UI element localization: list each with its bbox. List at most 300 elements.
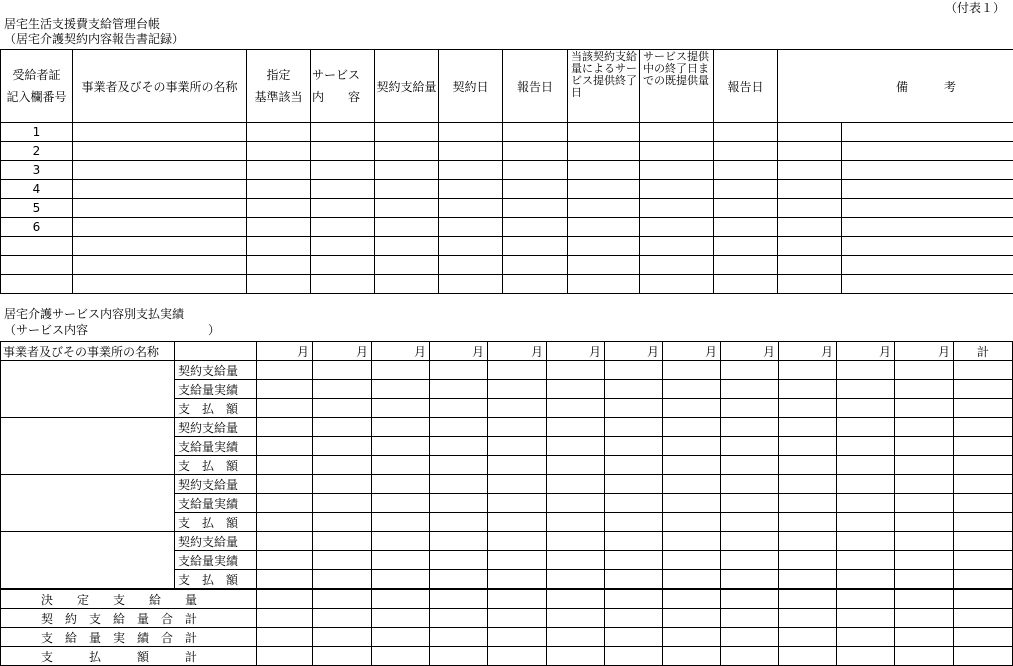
ledger-cell[interactable] <box>503 123 568 142</box>
amount-cell[interactable] <box>721 532 779 551</box>
amount-cell[interactable] <box>837 513 895 532</box>
amount-cell[interactable] <box>663 361 721 380</box>
summary-cell[interactable] <box>779 609 837 628</box>
amount-cell[interactable] <box>372 551 430 570</box>
summary-cell[interactable] <box>895 609 954 628</box>
ledger-cell[interactable] <box>311 218 375 237</box>
amount-cell[interactable] <box>605 551 663 570</box>
amount-cell[interactable] <box>721 380 779 399</box>
ledger-cell[interactable] <box>640 180 714 199</box>
ledger-cell[interactable] <box>503 237 568 256</box>
ledger-cell[interactable] <box>439 218 503 237</box>
amount-cell[interactable] <box>954 551 1013 570</box>
amount-cell[interactable] <box>430 513 488 532</box>
amount-cell[interactable] <box>663 570 721 590</box>
provider-name-cell[interactable] <box>1 532 175 590</box>
amount-cell[interactable] <box>721 418 779 437</box>
amount-cell[interactable] <box>372 475 430 494</box>
ledger-cell[interactable] <box>247 256 311 275</box>
amount-cell[interactable] <box>372 380 430 399</box>
provider-name-cell[interactable] <box>1 475 175 532</box>
ledger-cell[interactable] <box>640 275 714 294</box>
summary-cell[interactable] <box>663 589 721 609</box>
ledger-cell[interactable] <box>439 180 503 199</box>
ledger-cell[interactable] <box>247 142 311 161</box>
amount-cell[interactable] <box>605 570 663 590</box>
ledger-cell[interactable] <box>568 123 640 142</box>
amount-cell[interactable] <box>488 494 547 513</box>
amount-cell[interactable] <box>257 361 313 380</box>
amount-cell[interactable] <box>372 399 430 418</box>
amount-cell[interactable] <box>605 437 663 456</box>
ledger-cell[interactable] <box>568 237 640 256</box>
amount-cell[interactable] <box>837 380 895 399</box>
ledger-cell[interactable] <box>311 237 375 256</box>
summary-cell[interactable] <box>663 628 721 647</box>
amount-cell[interactable] <box>721 437 779 456</box>
amount-cell[interactable] <box>895 399 954 418</box>
amount-cell[interactable] <box>430 418 488 437</box>
summary-cell[interactable] <box>257 609 313 628</box>
ledger-cell[interactable] <box>778 180 842 199</box>
ledger-cell[interactable] <box>640 142 714 161</box>
ledger-cell[interactable] <box>778 237 842 256</box>
amount-cell[interactable] <box>954 456 1013 475</box>
ledger-cell[interactable] <box>375 123 439 142</box>
amount-cell[interactable] <box>721 494 779 513</box>
amount-cell[interactable] <box>837 570 895 590</box>
ledger-cell[interactable] <box>842 199 1013 218</box>
amount-cell[interactable] <box>488 456 547 475</box>
amount-cell[interactable] <box>954 380 1013 399</box>
summary-cell[interactable] <box>605 609 663 628</box>
ledger-cell[interactable] <box>503 275 568 294</box>
ledger-cell[interactable] <box>842 142 1013 161</box>
amount-cell[interactable] <box>779 551 837 570</box>
amount-cell[interactable] <box>721 361 779 380</box>
ledger-cell[interactable] <box>568 256 640 275</box>
amount-cell[interactable] <box>779 380 837 399</box>
ledger-cell[interactable] <box>842 256 1013 275</box>
amount-cell[interactable] <box>547 361 605 380</box>
amount-cell[interactable] <box>837 399 895 418</box>
ledger-cell[interactable] <box>568 180 640 199</box>
summary-cell[interactable] <box>313 589 372 609</box>
amount-cell[interactable] <box>488 437 547 456</box>
provider-name-cell[interactable] <box>1 418 175 475</box>
amount-cell[interactable] <box>895 513 954 532</box>
amount-cell[interactable] <box>257 456 313 475</box>
amount-cell[interactable] <box>663 399 721 418</box>
amount-cell[interactable] <box>779 361 837 380</box>
ledger-cell[interactable] <box>842 123 1013 142</box>
summary-cell[interactable] <box>779 628 837 647</box>
ledger-cell[interactable] <box>778 142 842 161</box>
ledger-cell[interactable] <box>778 123 842 142</box>
amount-cell[interactable] <box>257 418 313 437</box>
amount-cell[interactable] <box>954 494 1013 513</box>
ledger-cell[interactable] <box>247 123 311 142</box>
summary-cell[interactable] <box>488 609 547 628</box>
ledger-cell[interactable] <box>640 237 714 256</box>
ledger-cell[interactable] <box>73 237 247 256</box>
amount-cell[interactable] <box>547 513 605 532</box>
amount-cell[interactable] <box>430 456 488 475</box>
ledger-cell[interactable] <box>439 142 503 161</box>
amount-cell[interactable] <box>895 437 954 456</box>
amount-cell[interactable] <box>605 418 663 437</box>
summary-cell[interactable] <box>547 647 605 666</box>
amount-cell[interactable] <box>547 532 605 551</box>
summary-cell[interactable] <box>954 589 1013 609</box>
ledger-cell[interactable] <box>375 237 439 256</box>
amount-cell[interactable] <box>605 513 663 532</box>
amount-cell[interactable] <box>488 551 547 570</box>
ledger-cell[interactable] <box>439 275 503 294</box>
summary-cell[interactable] <box>779 647 837 666</box>
amount-cell[interactable] <box>430 399 488 418</box>
amount-cell[interactable] <box>547 456 605 475</box>
ledger-cell[interactable] <box>714 237 778 256</box>
amount-cell[interactable] <box>257 570 313 590</box>
amount-cell[interactable] <box>547 418 605 437</box>
amount-cell[interactable] <box>837 361 895 380</box>
ledger-cell[interactable] <box>778 161 842 180</box>
ledger-cell[interactable] <box>247 180 311 199</box>
amount-cell[interactable] <box>895 532 954 551</box>
amount-cell[interactable] <box>721 475 779 494</box>
amount-cell[interactable] <box>488 380 547 399</box>
amount-cell[interactable] <box>257 475 313 494</box>
summary-cell[interactable] <box>954 628 1013 647</box>
amount-cell[interactable] <box>257 494 313 513</box>
summary-cell[interactable] <box>313 647 372 666</box>
amount-cell[interactable] <box>372 513 430 532</box>
ledger-cell[interactable] <box>439 123 503 142</box>
amount-cell[interactable] <box>779 399 837 418</box>
ledger-cell[interactable] <box>842 218 1013 237</box>
ledger-cell[interactable] <box>714 180 778 199</box>
ledger-cell[interactable] <box>503 142 568 161</box>
amount-cell[interactable] <box>547 551 605 570</box>
amount-cell[interactable] <box>313 418 372 437</box>
ledger-cell[interactable] <box>73 256 247 275</box>
amount-cell[interactable] <box>721 513 779 532</box>
ledger-cell[interactable] <box>778 218 842 237</box>
summary-cell[interactable] <box>779 589 837 609</box>
ledger-cell[interactable] <box>640 199 714 218</box>
ledger-cell[interactable] <box>778 275 842 294</box>
ledger-cell[interactable] <box>73 161 247 180</box>
amount-cell[interactable] <box>488 399 547 418</box>
amount-cell[interactable] <box>663 551 721 570</box>
amount-cell[interactable] <box>663 418 721 437</box>
amount-cell[interactable] <box>954 399 1013 418</box>
amount-cell[interactable] <box>313 570 372 590</box>
amount-cell[interactable] <box>372 437 430 456</box>
ledger-cell[interactable] <box>842 161 1013 180</box>
ledger-cell[interactable] <box>640 256 714 275</box>
amount-cell[interactable] <box>605 475 663 494</box>
ledger-cell[interactable] <box>311 142 375 161</box>
summary-cell[interactable] <box>721 609 779 628</box>
amount-cell[interactable] <box>895 494 954 513</box>
summary-cell[interactable] <box>430 609 488 628</box>
ledger-cell[interactable] <box>73 180 247 199</box>
summary-cell[interactable] <box>605 628 663 647</box>
summary-cell[interactable] <box>605 647 663 666</box>
ledger-cell[interactable] <box>375 180 439 199</box>
ledger-cell[interactable] <box>375 199 439 218</box>
amount-cell[interactable] <box>837 456 895 475</box>
ledger-cell[interactable] <box>311 275 375 294</box>
amount-cell[interactable] <box>313 494 372 513</box>
ledger-cell[interactable] <box>640 218 714 237</box>
ledger-cell[interactable] <box>714 123 778 142</box>
amount-cell[interactable] <box>663 475 721 494</box>
amount-cell[interactable] <box>895 551 954 570</box>
summary-cell[interactable] <box>372 628 430 647</box>
summary-cell[interactable] <box>895 628 954 647</box>
amount-cell[interactable] <box>779 437 837 456</box>
amount-cell[interactable] <box>313 399 372 418</box>
ledger-cell[interactable] <box>568 142 640 161</box>
amount-cell[interactable] <box>313 456 372 475</box>
summary-cell[interactable] <box>547 628 605 647</box>
ledger-cell[interactable] <box>503 218 568 237</box>
amount-cell[interactable] <box>547 380 605 399</box>
amount-cell[interactable] <box>488 532 547 551</box>
summary-cell[interactable] <box>721 628 779 647</box>
summary-cell[interactable] <box>488 628 547 647</box>
ledger-cell[interactable] <box>247 218 311 237</box>
ledger-cell[interactable] <box>73 218 247 237</box>
amount-cell[interactable] <box>895 456 954 475</box>
amount-cell[interactable] <box>954 570 1013 590</box>
amount-cell[interactable] <box>605 380 663 399</box>
ledger-cell[interactable] <box>640 123 714 142</box>
summary-cell[interactable] <box>721 647 779 666</box>
amount-cell[interactable] <box>372 456 430 475</box>
amount-cell[interactable] <box>430 532 488 551</box>
ledger-cell[interactable] <box>375 218 439 237</box>
summary-cell[interactable] <box>313 609 372 628</box>
ledger-cell[interactable] <box>247 275 311 294</box>
ledger-cell[interactable] <box>503 180 568 199</box>
amount-cell[interactable] <box>779 513 837 532</box>
amount-cell[interactable] <box>954 437 1013 456</box>
summary-cell[interactable] <box>663 609 721 628</box>
ledger-cell[interactable] <box>778 256 842 275</box>
ledger-cell[interactable] <box>714 218 778 237</box>
ledger-cell[interactable] <box>375 256 439 275</box>
amount-cell[interactable] <box>313 380 372 399</box>
summary-cell[interactable] <box>721 589 779 609</box>
amount-cell[interactable] <box>605 494 663 513</box>
amount-cell[interactable] <box>313 551 372 570</box>
amount-cell[interactable] <box>488 513 547 532</box>
amount-cell[interactable] <box>488 570 547 590</box>
ledger-cell[interactable] <box>311 180 375 199</box>
ledger-cell[interactable] <box>311 123 375 142</box>
amount-cell[interactable] <box>372 361 430 380</box>
amount-cell[interactable] <box>488 361 547 380</box>
amount-cell[interactable] <box>547 399 605 418</box>
ledger-cell[interactable] <box>247 199 311 218</box>
ledger-cell[interactable] <box>439 256 503 275</box>
ledger-cell[interactable] <box>439 161 503 180</box>
amount-cell[interactable] <box>837 494 895 513</box>
summary-cell[interactable] <box>488 589 547 609</box>
ledger-cell[interactable] <box>503 199 568 218</box>
amount-cell[interactable] <box>837 418 895 437</box>
ledger-cell[interactable] <box>73 123 247 142</box>
amount-cell[interactable] <box>257 513 313 532</box>
summary-cell[interactable] <box>372 609 430 628</box>
summary-cell[interactable] <box>605 589 663 609</box>
ledger-cell[interactable] <box>375 142 439 161</box>
amount-cell[interactable] <box>605 399 663 418</box>
ledger-cell[interactable] <box>714 199 778 218</box>
ledger-cell[interactable] <box>714 256 778 275</box>
summary-cell[interactable] <box>837 647 895 666</box>
ledger-cell[interactable] <box>842 275 1013 294</box>
amount-cell[interactable] <box>895 361 954 380</box>
amount-cell[interactable] <box>430 475 488 494</box>
amount-cell[interactable] <box>663 513 721 532</box>
summary-cell[interactable] <box>837 589 895 609</box>
amount-cell[interactable] <box>779 570 837 590</box>
amount-cell[interactable] <box>663 532 721 551</box>
amount-cell[interactable] <box>372 532 430 551</box>
ledger-cell[interactable] <box>375 161 439 180</box>
summary-cell[interactable] <box>895 647 954 666</box>
ledger-cell[interactable] <box>73 275 247 294</box>
amount-cell[interactable] <box>954 513 1013 532</box>
amount-cell[interactable] <box>837 532 895 551</box>
amount-cell[interactable] <box>663 494 721 513</box>
amount-cell[interactable] <box>257 399 313 418</box>
amount-cell[interactable] <box>895 475 954 494</box>
amount-cell[interactable] <box>313 437 372 456</box>
amount-cell[interactable] <box>837 437 895 456</box>
amount-cell[interactable] <box>547 437 605 456</box>
amount-cell[interactable] <box>605 456 663 475</box>
summary-cell[interactable] <box>430 628 488 647</box>
amount-cell[interactable] <box>547 475 605 494</box>
amount-cell[interactable] <box>313 513 372 532</box>
amount-cell[interactable] <box>663 380 721 399</box>
amount-cell[interactable] <box>721 399 779 418</box>
summary-cell[interactable] <box>257 589 313 609</box>
amount-cell[interactable] <box>779 456 837 475</box>
ledger-cell[interactable] <box>714 161 778 180</box>
ledger-cell[interactable] <box>439 199 503 218</box>
ledger-cell[interactable] <box>311 199 375 218</box>
summary-cell[interactable] <box>488 647 547 666</box>
provider-name-cell[interactable] <box>1 361 175 418</box>
amount-cell[interactable] <box>721 456 779 475</box>
amount-cell[interactable] <box>430 494 488 513</box>
amount-cell[interactable] <box>257 380 313 399</box>
amount-cell[interactable] <box>430 361 488 380</box>
summary-cell[interactable] <box>547 609 605 628</box>
ledger-cell[interactable] <box>503 161 568 180</box>
summary-cell[interactable] <box>430 647 488 666</box>
ledger-cell[interactable] <box>568 218 640 237</box>
amount-cell[interactable] <box>547 494 605 513</box>
amount-cell[interactable] <box>372 494 430 513</box>
summary-cell[interactable] <box>257 647 313 666</box>
ledger-cell[interactable] <box>714 275 778 294</box>
amount-cell[interactable] <box>895 380 954 399</box>
ledger-cell[interactable] <box>311 256 375 275</box>
amount-cell[interactable] <box>663 437 721 456</box>
summary-cell[interactable] <box>372 589 430 609</box>
ledger-cell[interactable] <box>714 142 778 161</box>
summary-cell[interactable] <box>257 628 313 647</box>
amount-cell[interactable] <box>430 551 488 570</box>
amount-cell[interactable] <box>257 551 313 570</box>
summary-cell[interactable] <box>837 609 895 628</box>
amount-cell[interactable] <box>430 380 488 399</box>
amount-cell[interactable] <box>430 437 488 456</box>
amount-cell[interactable] <box>547 570 605 590</box>
summary-cell[interactable] <box>954 647 1013 666</box>
amount-cell[interactable] <box>954 361 1013 380</box>
ledger-cell[interactable] <box>842 237 1013 256</box>
amount-cell[interactable] <box>837 551 895 570</box>
ledger-cell[interactable] <box>778 199 842 218</box>
ledger-cell[interactable] <box>640 161 714 180</box>
amount-cell[interactable] <box>721 551 779 570</box>
summary-cell[interactable] <box>430 589 488 609</box>
amount-cell[interactable] <box>313 475 372 494</box>
amount-cell[interactable] <box>488 475 547 494</box>
amount-cell[interactable] <box>430 570 488 590</box>
summary-cell[interactable] <box>837 628 895 647</box>
amount-cell[interactable] <box>605 361 663 380</box>
amount-cell[interactable] <box>721 570 779 590</box>
ledger-cell[interactable] <box>503 256 568 275</box>
ledger-cell[interactable] <box>439 237 503 256</box>
ledger-cell[interactable] <box>568 161 640 180</box>
amount-cell[interactable] <box>257 437 313 456</box>
amount-cell[interactable] <box>954 532 1013 551</box>
amount-cell[interactable] <box>779 494 837 513</box>
ledger-cell[interactable] <box>568 275 640 294</box>
ledger-cell[interactable] <box>568 199 640 218</box>
summary-cell[interactable] <box>895 589 954 609</box>
ledger-cell[interactable] <box>375 275 439 294</box>
amount-cell[interactable] <box>605 532 663 551</box>
amount-cell[interactable] <box>779 532 837 551</box>
amount-cell[interactable] <box>779 418 837 437</box>
amount-cell[interactable] <box>895 418 954 437</box>
summary-cell[interactable] <box>313 628 372 647</box>
ledger-cell[interactable] <box>842 180 1013 199</box>
amount-cell[interactable] <box>837 475 895 494</box>
amount-cell[interactable] <box>663 456 721 475</box>
amount-cell[interactable] <box>372 570 430 590</box>
ledger-cell[interactable] <box>73 199 247 218</box>
amount-cell[interactable] <box>895 570 954 590</box>
amount-cell[interactable] <box>779 475 837 494</box>
summary-cell[interactable] <box>547 589 605 609</box>
ledger-cell[interactable] <box>247 237 311 256</box>
amount-cell[interactable] <box>313 361 372 380</box>
amount-cell[interactable] <box>257 532 313 551</box>
